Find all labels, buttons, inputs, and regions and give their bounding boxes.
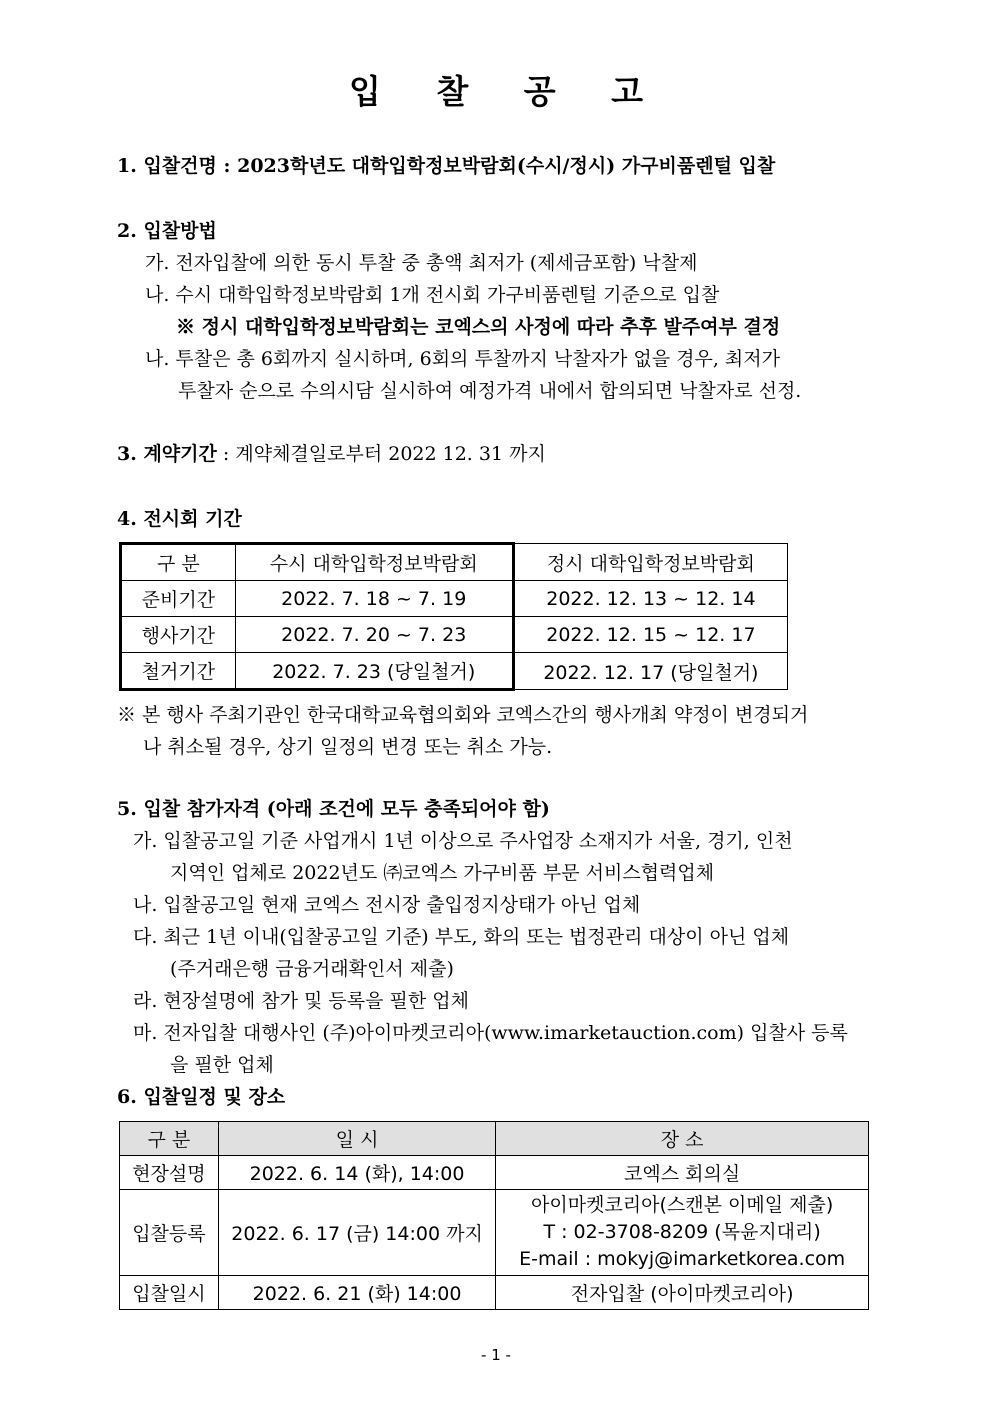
section-6-heading: 6. 입찰일정 및 장소: [117, 1086, 286, 1108]
exhibition-period-table: [119, 542, 788, 691]
table-cell: 현장설명: [120, 1156, 219, 1190]
section-2-note: ※ 정시 대학입학정보박람회는 코엑스의 사정에 따라 추후 발주여부 결정: [176, 316, 781, 338]
table-cell: 2022. 12. 13 ~ 12. 14: [513, 581, 787, 617]
table-cell: 철거기간: [121, 653, 236, 690]
table-cell: 2022. 12. 17 (당일철거): [513, 653, 787, 690]
table-cell: 입찰등록: [120, 1190, 219, 1276]
table-cell: 행사기간: [121, 617, 236, 653]
page-number: - 1 -: [481, 1346, 511, 1364]
table-cell: 2022. 6. 17 (금) 14:00 까지: [218, 1190, 495, 1276]
table-row: [121, 653, 788, 690]
section-2-item-cont: 투찰자 순으로 수의시담 실시하여 예정가격 내에서 합의되면 낙찰자로 선정.: [178, 380, 802, 402]
section-5-item: 다. 최근 1년 이내(입찰공고일 기준) 부도, 화의 또는 법정관리 대상이 아닌 업체: [133, 926, 790, 948]
section-4-note-cont: 나 취소될 경우, 상기 일정의 변경 또는 취소 가능.: [143, 736, 553, 758]
section-4-heading: 4. 전시회 기간: [117, 508, 242, 530]
table-header-cell: 수시 대학입학정보박람회: [235, 544, 513, 581]
table-row: [120, 1190, 869, 1276]
section-5-item: 가. 입찰공고일 기준 사업개시 1년 이상으로 주사업장 소재지가 서울, 경기, 인천: [133, 830, 793, 852]
section-2-item: 가. 전자입찰에 의한 동시 투찰 중 총액 최저가 (제세금포함) 낙찰제: [145, 252, 698, 274]
table-cell: 2022. 12. 15 ~ 12. 17: [513, 617, 787, 653]
section-5-item: 나. 입찰공고일 현재 코엑스 전시장 출입정지상태가 아닌 업체: [133, 894, 641, 916]
table-row: [120, 1276, 869, 1310]
contact-phone: T : 02-3708-8209 (목윤지대리): [543, 1221, 821, 1243]
table-cell: 2022. 7. 20 ~ 7. 23: [235, 617, 513, 653]
section-5-item-cont: (주거래은행 금융거래확인서 제출): [170, 958, 454, 980]
table-cell: 전자입찰 (아이마켓코리아): [496, 1276, 869, 1310]
section-2-item: 나. 수시 대학입학정보박람회 1개 전시회 가구비품렌털 기준으로 입찰: [145, 284, 720, 306]
section-3-text: : 계약체결일로부터 2022 12. 31 까지: [216, 443, 546, 465]
table-cell-contact: [496, 1190, 869, 1276]
table-row: [121, 581, 788, 617]
section-5-item-cont: 을 필한 업체: [170, 1054, 274, 1076]
table-cell: 2022. 7. 23 (당일철거): [235, 653, 513, 690]
section-2-item: 나. 투찰은 총 6회까지 실시하며, 6회의 투찰까지 낙찰자가 없을 경우, 최저가: [145, 348, 780, 370]
section-5-item: 라. 현장설명에 참가 및 등록을 필한 업체: [133, 990, 469, 1012]
contact-email: E-mail : mokyj@imarketkorea.com: [519, 1248, 846, 1270]
document-title: 입 찰 공 고: [349, 72, 665, 111]
table-row: [120, 1156, 869, 1190]
table-header-cell: 정시 대학입학정보박람회: [513, 544, 787, 581]
contact-company: 아이마켓코리아(스캔본 이메일 제출): [531, 1194, 834, 1216]
table-cell: 2022. 6. 14 (화), 14:00: [218, 1156, 495, 1190]
table-header-row: [120, 1122, 869, 1156]
table-cell: 준비기간: [121, 581, 236, 617]
table-header-cell: 구 분: [121, 544, 236, 581]
table-header-row: [121, 544, 788, 581]
table-cell: 입찰일시: [120, 1276, 219, 1310]
table-header-cell: 장 소: [496, 1122, 869, 1156]
section-1-heading: 1. 입찰건명 :: [117, 155, 238, 177]
table-header-cell: 구 분: [120, 1122, 219, 1156]
section-1-text: 2023학년도 대학입학정보박람회(수시/정시) 가구비품렌털 입찰: [237, 155, 776, 177]
bid-schedule-table: [119, 1121, 869, 1310]
section-5-item-cont: 지역인 업체로 2022년도 ㈜코엑스 가구비품 부문 서비스협력업체: [170, 862, 715, 884]
section-4-note: ※ 본 행사 주최기관인 한국대학교육협의회와 코엑스간의 행사개최 약정이 변경되거: [117, 704, 809, 726]
section-2-heading: 2. 입찰방법: [117, 220, 217, 242]
section-3: [117, 441, 546, 467]
table-cell: 2022. 6. 21 (화) 14:00: [218, 1276, 495, 1310]
table-row: [121, 617, 788, 653]
section-1: [117, 153, 775, 179]
table-cell: 코엑스 회의실: [496, 1156, 869, 1190]
section-5-heading: 5. 입찰 참가자격 (아래 조건에 모두 충족되어야 함): [117, 798, 550, 820]
section-3-heading: 3. 계약기간: [117, 443, 217, 465]
table-cell: 2022. 7. 18 ~ 7. 19: [235, 581, 513, 617]
table-header-cell: 일 시: [218, 1122, 495, 1156]
section-5-item: 마. 전자입찰 대행사인 (주)아이마켓코리아(www.imarketauction.com) 입찰사 등록: [133, 1022, 848, 1044]
